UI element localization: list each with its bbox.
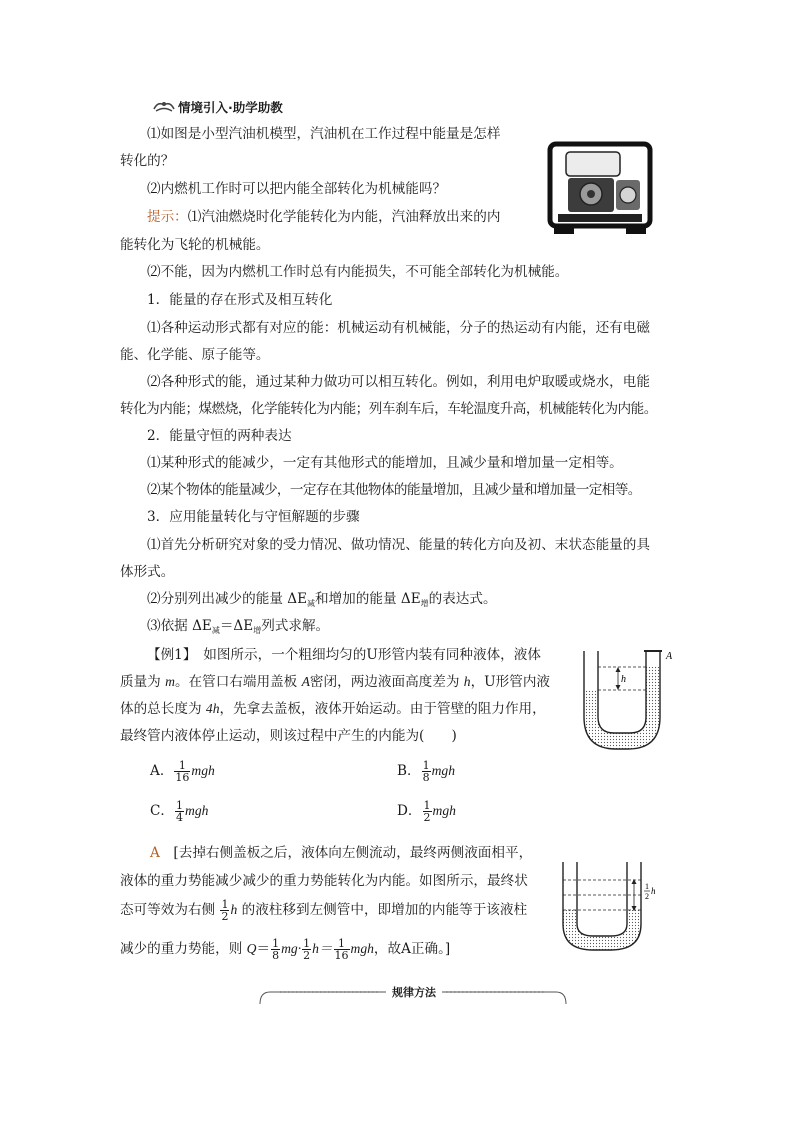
point-3-title: 3．应用能量转化与守恒解题的步骤	[147, 509, 360, 525]
option-b[interactable]: B． $\frac{1}{8}$ mgh	[397, 759, 456, 784]
option-a[interactable]: A． $\frac{1}{16}$ mgh	[150, 759, 215, 784]
fig1-label-h: h	[621, 674, 626, 685]
point-3-step2: ⑵分别列出减少的能量 $\Delta E_减$和增加的能量 $\Delta E_增$的表达式。	[147, 591, 497, 608]
section-icon	[152, 99, 176, 115]
option-d[interactable]: D． $\frac{1}{2}$ mgh	[397, 799, 456, 824]
intro-q2: ⑵内燃机工作时可以把内能全部转化为机械能吗？	[147, 181, 447, 197]
gasoline-engine-image	[544, 138, 656, 238]
section-title: 情境引入·助学助教	[178, 100, 283, 115]
hint-label: 提示：	[147, 209, 188, 225]
u-tube-figure-2	[553, 858, 663, 958]
example-line2: 质量为 m。在管口右端用盖板 A密闭，两边液面高度差为 h，U形管内液	[120, 674, 551, 690]
point-3-line2: 体形式。	[120, 564, 175, 580]
solution-line2: 液体的重力势能减少减少的重力势能转化为内能。如图所示，最终状	[120, 873, 528, 889]
intro-q1-line1: ⑴如图是小型汽油机模型，汽油机在工作过程中能量是怎样	[147, 126, 501, 142]
point-1-title: 1．能量的存在形式及相互转化	[147, 292, 333, 308]
point-1-line3: ⑵各种形式的能，通过某种力做功可以相互转化。例如，利用电炉取暖或烧水，电能	[147, 374, 650, 390]
method-banner	[258, 986, 568, 1008]
point-1-line1: ⑴各种运动形式都有对应的能：机械运动有机械能，分子的热运动有内能，还有电磁	[147, 320, 650, 336]
example-line4: 最终管内液体停止运动，则该过程中产生的内能为( )	[120, 728, 457, 744]
fig2-label-den: 2	[645, 892, 649, 901]
point-3-step3: ⑶依据 $\Delta E_减=\Delta E_增$列式求解。	[147, 618, 330, 635]
option-c[interactable]: C． $\frac{1}{4}$ mgh	[150, 799, 209, 824]
example-line3: 体的总长度为 4h，先拿去盖板，液体开始运动。由于管壁的阻力作用，	[120, 701, 546, 717]
point-2-line1: ⑴某种形式的能减少，一定有其他形式的能增加，且减少量和增加量一定相等。	[147, 455, 623, 471]
intro-q1-line2: 转化的？	[120, 153, 175, 169]
hint-line2: 能转化为飞轮的机械能。	[120, 237, 270, 253]
example-label: 【例1】	[147, 647, 190, 663]
point-2-line2: ⑵某个物体的能量减少，一定存在其他物体的能量增加，且减少量和增加量一定相等。	[147, 482, 641, 498]
hint-line1: 提示：⑴汽油燃烧时化学能转化为内能，汽油释放出来的内	[147, 209, 501, 225]
method-title: 规律方法	[386, 984, 442, 1000]
fig2-label-num: 1	[645, 882, 649, 891]
example-line1: 【例1】 如图所示，一个粗细均匀的U形管内装有同种液体，液体	[147, 647, 541, 663]
point-1-line4: 转化为内能；煤燃烧，化学能转化为内能；列车刹车后，车轮温度升高，机械能转化为内能。	[120, 401, 657, 417]
solution-line4: 减少的重力势能，则 Q＝ $\frac{1}{8}$ mg· $\frac{1}{2}$ h＝ $\frac{1}{16}$ mgh，故A正确。]	[120, 937, 451, 962]
fig1-label-A: A	[666, 651, 673, 662]
point-2-title: 2．能量守恒的两种表达	[147, 428, 292, 444]
point-3-line1: ⑴首先分析研究对象的受力情况、做功情况、能量的转化方向及初、末状态能量的具	[147, 537, 650, 553]
hint-line3: ⑵不能，因为内燃机工作时总有内能损失，不可能全部转化为机械能。	[147, 264, 569, 280]
answer-letter: A	[150, 845, 160, 861]
point-1-line2: 能、化学能、原子能等。	[120, 347, 270, 363]
u-tube-figure-1	[570, 645, 680, 757]
fig2-label-h: h	[651, 886, 656, 896]
solution-line3: 态可等效为右侧 $\frac{1}{2}$ h 的液柱移到左侧管中，即增加的内能等于该液柱	[120, 898, 528, 923]
solution-line1: A [去掉右侧盖板之后，液体向左侧流动，最终两侧液面相平，	[150, 845, 533, 861]
